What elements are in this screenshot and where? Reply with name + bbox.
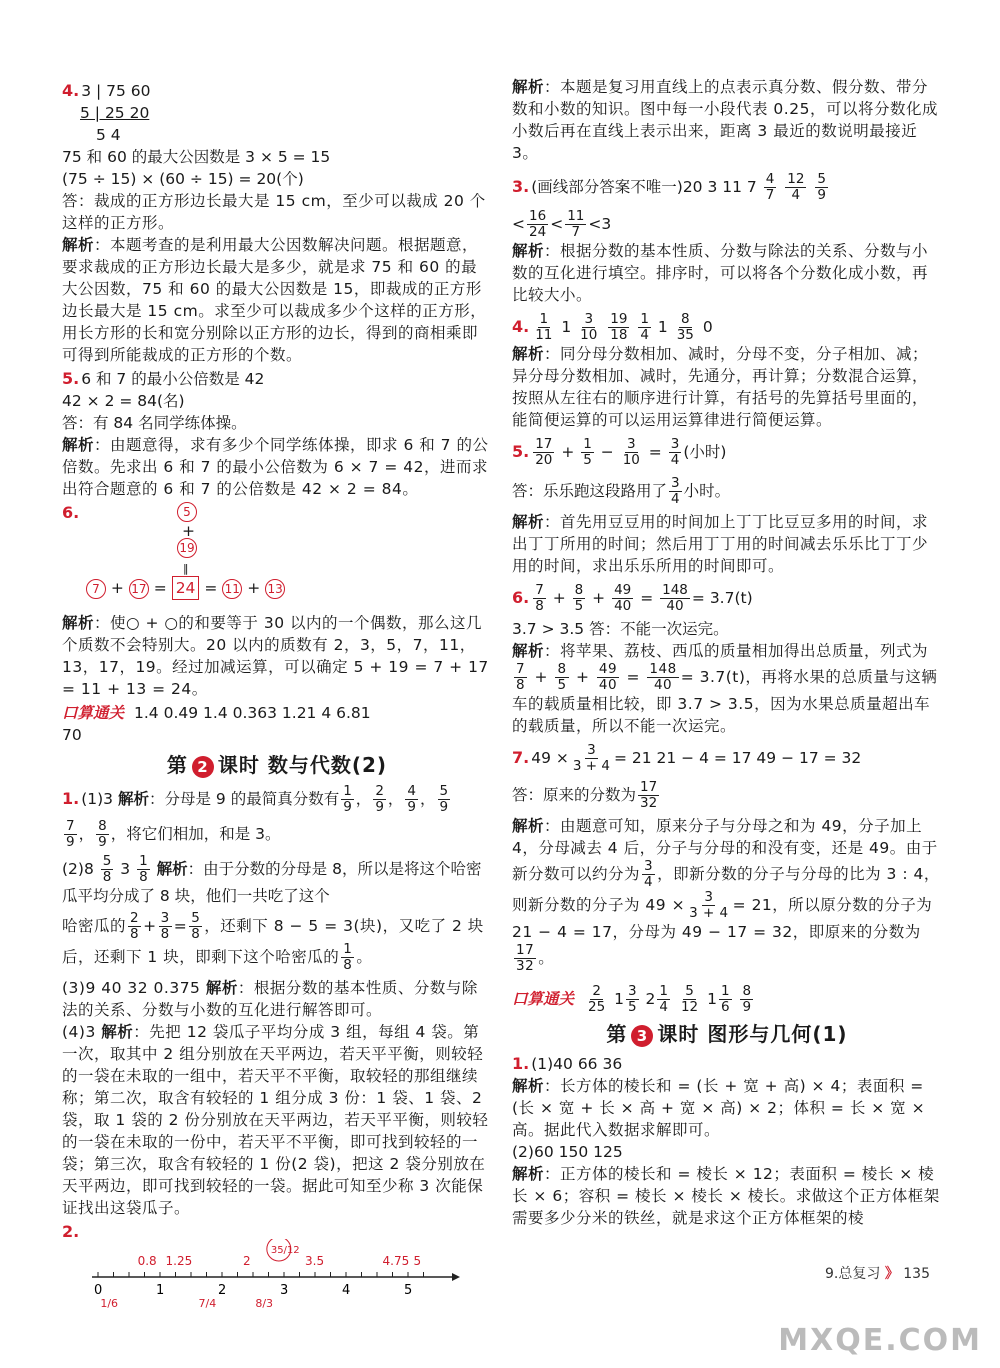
number: 1 <box>561 318 577 336</box>
point-label: 4.75 <box>382 1254 410 1268</box>
fraction: $\frac{3}{4}$ <box>670 436 680 468</box>
tick-label: 3 <box>280 1283 289 1298</box>
question-5: 5. 6 和 7 的最小公倍数是 42 42 × 2 = 84(名) 答：有 84 名同学练体操。 解析：由题意得，求有多少个同学练体操，即求 6 和 7 的公倍数。先求出 6 和 7 的最小公倍数为 6 × 7 = 42，进而求出符合题意的 6 和 7 的公倍数是 42 × 2 = 84。 <box>62 368 492 500</box>
fraction: $\frac{1}{4}$ <box>659 983 669 1015</box>
fraction: $\frac{8}{9}$ <box>98 818 107 850</box>
question-number: 4. <box>62 81 80 100</box>
left-column <box>62 80 492 1315</box>
lesson-heading: 第 3 课时 图形与几何(1) <box>606 1022 848 1046</box>
point-label: 0.8 <box>137 1254 157 1268</box>
fraction: $\frac{1}{6}$ <box>720 983 730 1015</box>
fraction: $\frac{12}{4}$ <box>787 171 805 203</box>
tick-label: 0 <box>94 1283 103 1298</box>
question-4 <box>62 80 492 366</box>
fraction: $\frac{5}{9}$ <box>439 783 449 815</box>
kousuan-label: 口算通关 <box>62 704 125 722</box>
fraction: $\frac{4}{7}$ <box>765 171 775 203</box>
lesson3-question-1: 1. (1)40 66 36 解析：长方体的棱长和 = (长 + 宽 + 高) × 4；表面积 = (长 × 宽 + 长 × 高 + 宽 × 高) × 2；体积 = 长 × 宽 × 高。据此代入数据求解即可。 (2)60 150 125 解析：正方体的棱长和 = 棱长 × 12；表面积 = 棱长 × 棱长 × 6；容积 = 棱长 × 棱长 × 棱长。求做这个正方体框架需要多少分米的铁丝，就是求这个正方体框架的棱 <box>512 1054 940 1227</box>
circled-number: 13 <box>265 579 285 599</box>
lesson-heading: 第 2 课时 数与代数(2) <box>166 753 388 777</box>
fraction: $\frac{8}{5}$ <box>557 661 567 693</box>
tick-label: 2 <box>218 1283 227 1298</box>
page-footer: 9.总复习 》 135 <box>825 1266 930 1282</box>
fraction: $\frac{7}{8}$ <box>516 661 526 693</box>
expression: $\frac{7}{8}$ + $\frac{8}{5}$ + $\frac{49}{40}$ = $\frac{148}{40}$ <box>535 582 688 614</box>
number: 1 <box>657 318 673 336</box>
fraction: $\frac{2}{9}$ <box>375 783 384 815</box>
explanation: 解析：由题意得，求有多少个同学练体操，即求 6 和 7 的公倍数。先求出 6 和 7 的最小公倍数为 6 × 7 = 42，进而求出符合题意的 6 和 7 的公倍数是 42 × 2 = 84。 <box>62 436 489 498</box>
fraction: $\frac{4}{9}$ <box>407 783 417 815</box>
explanation: 解析：本题是复习用直线上的点表示真分数、假分数、带分数和小数的知识。图中每一小段代表 0.25，可以将分数化成小数后再在直线上表示出来，距离 3 最近的数说明最接近 3。 <box>512 78 938 162</box>
watermark-logo: MXQE.COM <box>778 1323 982 1358</box>
fraction-list: $\frac{1}{9}$ ， $\frac{2}{9}$ ， $\frac{4}{9}$ ， $\frac{5}{9}$ <box>343 783 449 815</box>
fraction-list: $\frac{16}{24}$ < $\frac{11}{7}$ <box>529 208 585 240</box>
fraction: $\frac{8}{9}$ <box>742 983 752 1015</box>
division-row: 3 | 75 60 <box>81 82 151 100</box>
answer-line: 答：裁成的正方形边长最大是 15 cm，至少可以裁成 20 个这样的正方形。 <box>62 192 486 232</box>
fraction: $\frac{5}{12}$ <box>680 983 699 1015</box>
fraction-list: $\frac{2}{25}$ 1 $\frac{3}{5}$ 2 $\frac{1}{4}$ $\frac{5}{12}$ 1 $\frac{1}{6}$ $\frac{8}{9}$ <box>588 983 752 1015</box>
prime-sum-diagram: 5 + 19 ‖ 7 + 17 = 24 = 11 + 13 <box>62 524 492 612</box>
point-label: 2 <box>243 1254 251 1268</box>
fraction: $\frac{49}{40}$ <box>614 582 632 614</box>
fraction: $\frac{11}{7}$ <box>567 208 585 240</box>
point-label: 1/6 <box>100 1297 119 1309</box>
kousuan-section: 口算通关 1.4 0.49 1.4 0.363 1.21 4 6.81 70 <box>62 704 371 744</box>
fraction: $\frac{17}{20}$ <box>535 436 553 468</box>
fraction: $\frac{3}{5}$ <box>628 983 637 1015</box>
fraction: $\frac{16}{24}$ <box>529 208 547 240</box>
fraction-list: $\frac{7}{9}$ ， $\frac{8}{9}$ <box>66 818 107 850</box>
circled-number: 7 <box>86 579 106 599</box>
question-number: 5. <box>62 369 80 388</box>
fraction: $\frac{1}{5}$ <box>583 436 592 468</box>
lesson2-question-2: 2. 0 1 2 3 4 5 0.8 1.25 2 3.5 4.75 5 35/12 1/6 7/4 8/3 <box>62 1221 492 1315</box>
question-5-right: 5. $\frac{17}{20}$ + $\frac{1}{5}$ − $\frac{3}{10}$ = $\frac{3}{4}$ (小时) 答：乐乐跑这段路用了 $\frac{3}{4}$ 小时。 解析：首先用豆豆用的时间加上丁丁比豆豆多用的时间，求出丁丁所用的时间；然后用丁丁用的时间减去乐乐比丁丁少用的时间，求出乐乐所用的时间即可。 <box>512 436 929 575</box>
point-label: 1.25 <box>165 1254 193 1268</box>
question-number: 6. <box>62 503 80 522</box>
fraction: $\frac{5}{9}$ <box>817 171 826 203</box>
boxed-number: 24 <box>172 576 200 600</box>
tick-label: 5 <box>404 1283 413 1298</box>
point-label: 3.5 <box>305 1254 325 1268</box>
fraction: $\frac{7}{9}$ <box>66 818 75 850</box>
circled-number: 5 <box>177 502 197 522</box>
expression: $\frac{17}{20}$ + $\frac{1}{5}$ − $\frac{3}{10}$ = $\frac{3}{4}$ <box>535 436 680 468</box>
point-label: 8/3 <box>255 1297 274 1309</box>
answer-line: 75 和 60 的最大公因数是 3 × 5 = 15 <box>62 148 331 166</box>
page-number: 135 <box>903 1266 930 1282</box>
fraction: $\frac{8}{5}$ <box>574 582 584 614</box>
fraction: $\frac{3}{10}$ <box>580 311 598 343</box>
fraction-list <box>531 311 713 343</box>
division-row: 5 4 <box>96 126 121 144</box>
right-column <box>512 80 942 1229</box>
lesson-number-badge: 2 <box>192 756 214 778</box>
fraction-list <box>762 171 830 203</box>
fraction: $\frac{148}{40}$ <box>662 582 688 614</box>
answer-line: 42 × 2 = 84(名) <box>62 392 185 410</box>
kousuan-section: 口算通关 $\frac{2}{25}$ 1 $\frac{3}{5}$ 2 $\frac{1}{4}$ $\frac{5}{12}$ 1 $\frac{1}{6}$ $\frac{8}{9}$ <box>512 984 942 1015</box>
fraction: $\frac{2}{25}$ <box>588 983 606 1015</box>
lesson-number-badge: 3 <box>631 1025 653 1047</box>
question-4-right: 4. $\frac{1}{11}$ 1 $\frac{3}{10}$ $\frac{19}{18}$ $\frac{1}{4}$ 1 $\frac{8}{35}$ 0 解析：同分母分数相加、减时，分母不变，分子相加、减；异分母分数相加、减时，先通分，再计算；分数混合运算，按照从左往右的顺序进行计算，有括号的先算括号里面的，能简便运算的可以运用运算律进行简便运算。 <box>512 311 929 429</box>
circled-number: 11 <box>222 579 242 599</box>
fraction: $\frac{1}{11}$ <box>535 311 553 343</box>
fraction: $\frac{19}{18}$ <box>610 311 628 343</box>
fraction: $\frac{8}{35}$ <box>676 311 694 343</box>
number: 0 <box>702 318 713 336</box>
circled-number: 17 <box>129 579 149 599</box>
question-6-right: 6. $\frac{7}{8}$ + $\frac{8}{5}$ + $\frac{49}{40}$ = $\frac{148}{40}$ = 3.7(t) 3.7 > 3.5 答：不能一次运完。 解析：将苹果、荔枝、西瓜的质量相加得出总质量，列式为 $\frac{7}{8}$ + $\frac{8}{5}$ + $\frac{49}{40}$ = $\frac{148}{40}$ = 3.7(t)，再将水果的总质量与这辆车的载质量相比较，即 3.7 > 3.5，因为水果总质量超出车的载质量，所以不能一次运完。 <box>512 582 938 735</box>
question-7-right: 7. 49 × $\frac{3}{3 + 4}$ = 21 21 − 4 = 17 49 − 17 = 32 答：原来的分数为 $\frac{17}{32}$ 解析：由题意可知，原来分子与分母之和为 49，分子加上 4，分母减去 4 后，分子与分母的和没有变，还是 49。由于新分数可以约分为 $\frac{3}{4}$ ，即新分数的分子与分母的比为 3 : 4，则新分数的分子为 49 × $\frac{3}{3 + 4}$ = 21，所以原分数的分子为 21 − 4 = 17，分母为 49 − 17 = 32，即原来的分数为 $\frac{17}{32}$ 。 <box>512 742 940 974</box>
explanation: 解析：使○ + ○的和要等于 30 以内的一个偶数，那么这几个质数不会特别大。20 以内的质数有 2，3，5，7，11，13，17，19。经过加减运算，可以确定 5 + 19 = 7 + 17 = 11 + 13 = 24。 <box>62 614 489 698</box>
explanation: 解析：本题考查的是利用最大公因数解决问题。根据题意，要求裁成的正方形边长最大是多少，就是求 75 和 60 的最大公因数，75 和 60 的最大公因数是 15，即裁成的正方形边长最大是 15 cm。求至少可以裁成多少个这样的正方形，用长方形的长和宽分别除以正方形的边长，得到的商相乘即可得到所能裁成的正方形的个数。 <box>62 236 487 364</box>
circled-number: 19 <box>177 538 197 558</box>
point-label: 7/4 <box>198 1297 217 1309</box>
answer-line: 答：有 84 名同学练体操。 <box>62 414 247 432</box>
fraction: $\frac{1}{9}$ <box>343 783 352 815</box>
fraction: $\frac{1}{8}$ <box>139 853 148 885</box>
lesson2-question-1: 1. (1)3 解析：分母是 9 的最简真分数有 $\frac{1}{9}$ ， $\frac{2}{9}$ ， $\frac{4}{9}$ ， $\frac{5}{9}$ $\frac{7}{9}$ ， $\frac{8}{9}$ ，将它们相加，和是 3。 (2)8 $\frac{5}{8}$ 3 $\frac{1}{8}$ 解析：由于分数的分母是 8，所以是将这个哈密瓜平均分成了 8 块，他们一共吃了这个 哈密瓜的 $\frac{2}{8}$ + $\frac{3}{8}$ = $\frac{5}{8}$ ，还剩下 8 − 5 = 3(块)，又吃了 2 块后，还剩下 1 块，即剩下这个哈密瓜的 $\frac{1}{8}$ 。 (3)9 40 32 0.375 解析：根据分数的基本性质、分数与除法的关系、分数与小数的互化进行解答即可。 (4)3 解析：先把 12 袋瓜子平均分成 3 组，每组 4 袋。第一次，取其中 2 组分别放在天平两边，若天平平衡，则较轻的一袋在未取的一组中，若天平不平衡，取较轻的那组继续称；第二次，取含有较轻的 1 组分成 3 份：1 袋、1 袋、2 袋，取 1 袋的 2 份分别放在天平两边，若天平平衡，则较轻的一袋在未取的一份中，若天平不平衡，即可找到较轻的一袋；第三次，取含有较轻的 1 份(2 袋)，把这 2 袋分别放在天平两边，即可找到较轻的一袋。据此可知至少称 3 次能保证找出这袋瓜子。 <box>62 783 489 1217</box>
question-3: 3. (画线部分答案不唯一)20 3 11 7 $\frac{4}{7}$ $\frac{12}{4}$ $\frac{5}{9}$ < $\frac{16}{24}$ < $\frac{11}{7}$ <3 解析：根据分数的基本性质、分数与除法的关系、分数与小数的互化进行填空。排序时，可以将各个分数化成小数，再比较大小。 <box>512 171 929 304</box>
fraction: $\frac{7}{8}$ <box>535 582 544 614</box>
fraction: $\frac{1}{4}$ <box>640 311 649 343</box>
fraction: $\frac{49}{40}$ <box>598 661 618 693</box>
fraction: $\frac{148}{40}$ <box>649 661 677 693</box>
number-line <box>62 1239 462 1309</box>
fraction: $\frac{5}{8}$ <box>102 853 112 885</box>
answer-line: (75 ÷ 15) × (60 ÷ 15) = 20(个) <box>62 170 304 188</box>
fraction: $\frac{3}{10}$ <box>622 436 640 468</box>
division-row: 5 | 25 20 <box>80 104 150 122</box>
tick-label: 1 <box>156 1283 165 1298</box>
tick-label: 4 <box>342 1283 351 1298</box>
question-6 <box>62 502 492 700</box>
circled-point-label: 35/12 <box>270 1245 300 1256</box>
point-label: 5 <box>413 1254 422 1268</box>
